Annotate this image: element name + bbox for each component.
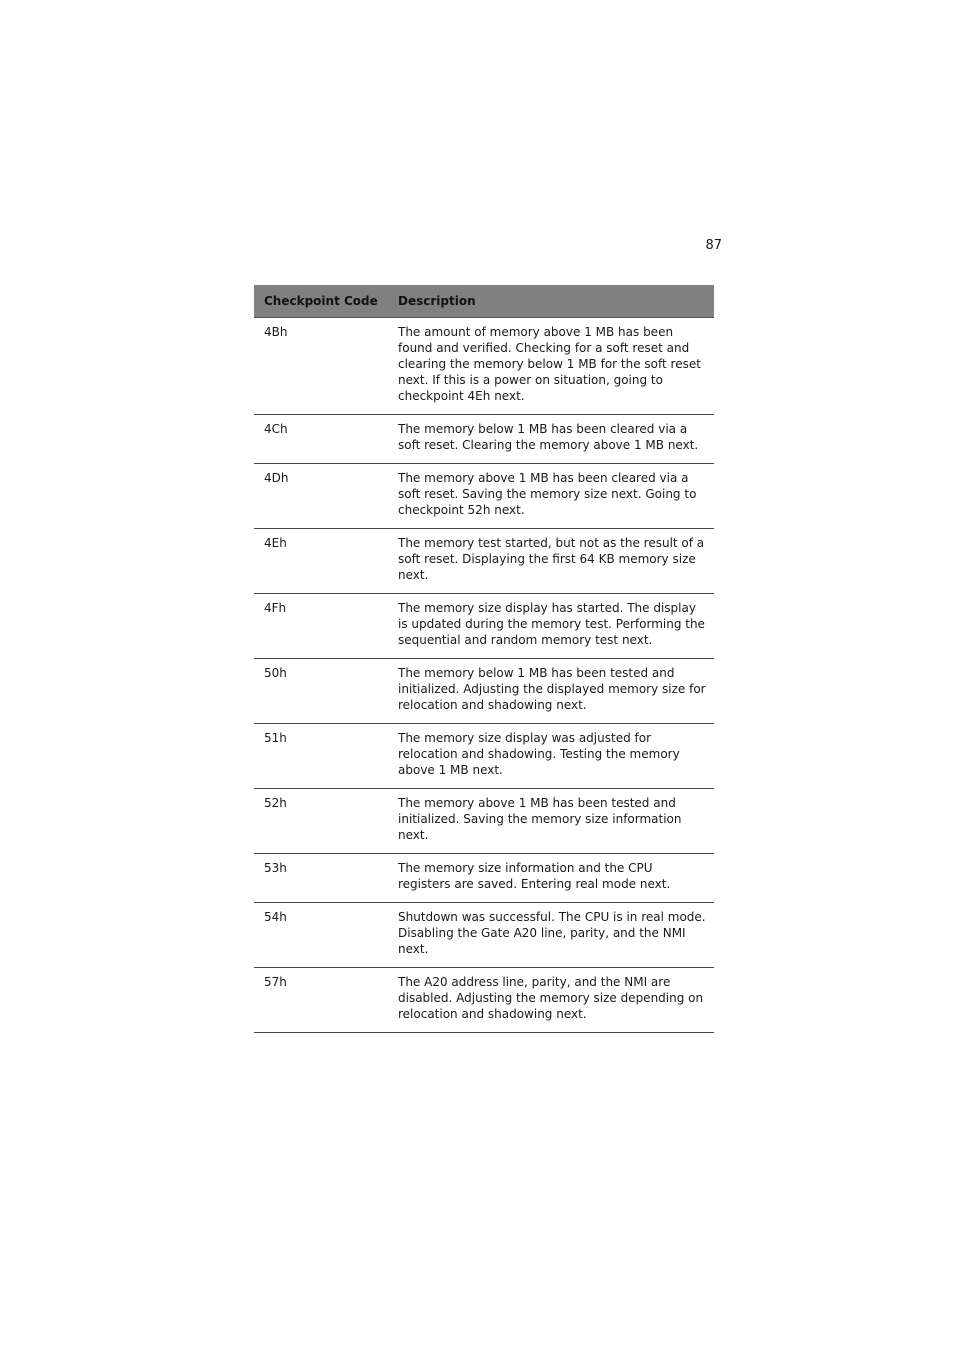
- table-row: [254, 968, 714, 1033]
- checkpoint-code-cell: 54h: [254, 903, 389, 968]
- checkpoint-code-cell: 57h: [254, 968, 389, 1033]
- checkpoint-code-cell: 4Ch: [254, 415, 389, 464]
- table-row: [254, 789, 714, 854]
- description-cell: The amount of memory above 1 MB has been found and verified. Checking for a soft reset and clearing the memory below 1 MB for the soft reset next. If this is a power on situation, going to checkpoint 4Eh next.: [389, 318, 714, 415]
- page-number: 87: [705, 238, 722, 253]
- checkpoint-code-cell: 52h: [254, 789, 389, 854]
- description-cell: The memory test started, but not as the result of a soft reset. Displaying the first 64 KB memory size next.: [389, 529, 714, 594]
- checkpoint-code-cell: 4Eh: [254, 529, 389, 594]
- header-row: [254, 285, 714, 318]
- table-row: [254, 464, 714, 529]
- description-cell: The A20 address line, parity, and the NMI are disabled. Adjusting the memory size depending on relocation and shadowing next.: [389, 968, 714, 1033]
- description-cell: Shutdown was successful. The CPU is in real mode. Disabling the Gate A20 line, parity, and the NMI next.: [389, 903, 714, 968]
- checkpoint-code-cell: 4Dh: [254, 464, 389, 529]
- description-cell: The memory below 1 MB has been cleared via a soft reset. Clearing the memory above 1 MB next.: [389, 415, 714, 464]
- description-cell: The memory above 1 MB has been tested and initialized. Saving the memory size information next.: [389, 789, 714, 854]
- table-row: [254, 318, 714, 415]
- checkpoint-code-cell: 4Fh: [254, 594, 389, 659]
- table-row: [254, 854, 714, 903]
- checkpoint-code-cell: 50h: [254, 659, 389, 724]
- description-cell: The memory above 1 MB has been cleared via a soft reset. Saving the memory size next. Going to checkpoint 52h next.: [389, 464, 714, 529]
- description-cell: The memory size display was adjusted for relocation and shadowing. Testing the memory above 1 MB next.: [389, 724, 714, 789]
- table-header: [254, 285, 714, 318]
- checkpoint-table: [254, 285, 714, 1033]
- checkpoint-code-cell: 4Bh: [254, 318, 389, 415]
- table-row: [254, 724, 714, 789]
- table-row: [254, 529, 714, 594]
- table-row: [254, 659, 714, 724]
- table-row: [254, 415, 714, 464]
- description-cell: The memory size display has started. The display is updated during the memory test. Performing the sequential and random memory test next.: [389, 594, 714, 659]
- header-description: Description: [389, 285, 714, 318]
- table-body: [254, 318, 714, 1033]
- checkpoint-code-cell: 51h: [254, 724, 389, 789]
- table-row: [254, 903, 714, 968]
- table-row: [254, 594, 714, 659]
- description-cell: The memory below 1 MB has been tested and initialized. Adjusting the displayed memory size for relocation and shadowing next.: [389, 659, 714, 724]
- description-cell: The memory size information and the CPU registers are saved. Entering real mode next.: [389, 854, 714, 903]
- checkpoint-code-cell: 53h: [254, 854, 389, 903]
- header-checkpoint-code: Checkpoint Code: [254, 285, 389, 318]
